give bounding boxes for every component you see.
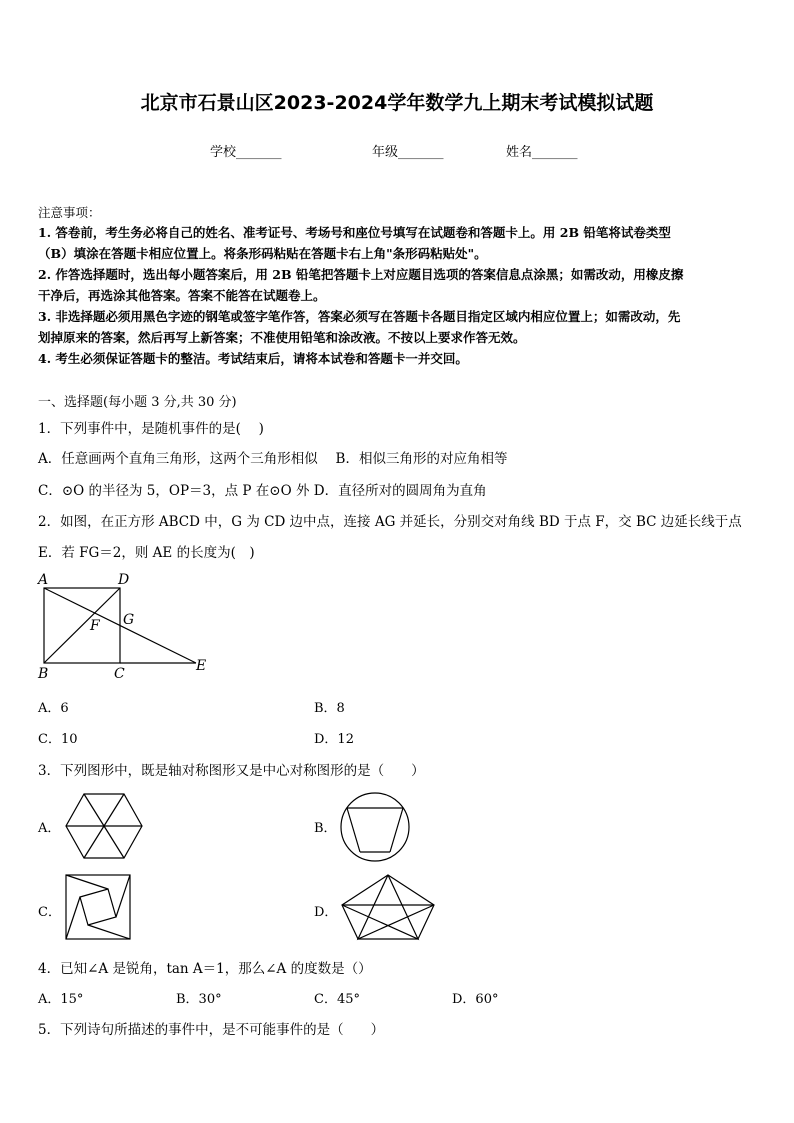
grade-field: 年级_______: [372, 145, 444, 160]
point-label-g: G: [123, 612, 135, 628]
notes-heading: 注意事项：: [38, 205, 101, 220]
note-line: 3. 非选择题必须用黑色字迹的钢笔或签字笔作答，答案必须写在答题卡各题目指定区域内相应位置上；如需改动，先: [38, 309, 681, 324]
name-field: 姓名_______: [506, 145, 578, 160]
question-4-option-d: D．60°: [452, 992, 499, 1007]
note-line: 划掉原来的答案，然后再写上新答案；不准使用铅笔和涂改液。不按以上要求作答无效。: [38, 330, 526, 345]
point-label-d: D: [118, 572, 130, 588]
question-4-option-c: C．45°: [314, 992, 360, 1007]
page-title: 北京市石景山区2023-2024学年数学九上期末考试模拟试题: [140, 92, 654, 114]
question-3-option-d: D．: [314, 905, 338, 920]
question-3-stem: 3．下列图形中，既是轴对称图形又是中心对称图形的是（ ）: [38, 763, 425, 779]
question-4-option-a: A．15°: [38, 992, 84, 1007]
note-line: 1. 答卷前，考生务必将自己的姓名、准考证号、考场号和座位号填写在试题卷和答题卡上。用 2B 铅笔将试卷类型: [38, 225, 671, 240]
question-2-option-c: C．10: [38, 732, 78, 747]
note-line: （B）填涂在答题卡相应位置上。将条形码粘贴在答题卡右上角"条形码粘贴处"。: [38, 246, 487, 261]
question-3-option-c: C．: [38, 905, 61, 920]
pinwheel-square-icon: [64, 873, 132, 941]
question-2-option-a: A．6: [38, 701, 69, 716]
pentagram-icon: [338, 872, 438, 942]
question-3-option-b: B．: [314, 821, 337, 836]
question-2-stem-line2: E．若 FG＝2，则 AE 的长度为( ): [38, 545, 255, 561]
point-label-c: C: [114, 666, 125, 682]
question-3-option-a: A．: [38, 821, 61, 836]
question-5-stem: 5．下列诗句所描述的事件中，是不可能事件的是（ ）: [38, 1022, 385, 1038]
question-2-option-d: D．12: [314, 732, 354, 747]
question-4-stem: 4．已知∠A 是锐角，tan A＝1，那么∠A 的度数是（）: [38, 961, 372, 977]
question-1-options-cd: C．⊙O 的半径为 5，OP＝3，点 P 在⊙O 外 D．直径所对的圆周角为直角: [38, 483, 487, 499]
question-4-option-b: B．30°: [176, 992, 222, 1007]
circle-trapezoid-icon: [338, 790, 412, 864]
note-line: 2. 作答选择题时，选出每小题答案后，用 2B 铅笔把答题卡上对应题目选项的答案信息点涂黑；如需改动，用橡皮擦: [38, 267, 684, 282]
school-field: 学校_______: [210, 145, 282, 160]
point-label-e: E: [196, 658, 207, 674]
point-label-f: F: [90, 618, 100, 634]
point-label-b: B: [38, 666, 49, 682]
hexagon-icon: [64, 792, 144, 860]
note-line: 干净后，再选涂其他答案。答案不能答在试题卷上。: [38, 288, 326, 303]
question-2-stem-line1: 2．如图，在正方形 ABCD 中，G 为 CD 边中点，连接 AG 并延长，分别交对角线 BD 于点 F，交 BC 边延长线于点: [38, 514, 742, 530]
note-line: 4. 考生必须保证答题卡的整洁。考试结束后，请将本试卷和答题卡一并交回。: [38, 351, 468, 366]
question-2-option-b: B．8: [314, 701, 345, 716]
question-1-stem: 1．下列事件中，是随机事件的是( ): [38, 421, 264, 437]
question-1-options-ab: A．任意画两个直角三角形，这两个三角形相似 B．相似三角形的对应角相等: [38, 451, 508, 467]
square-abcd-figure: [30, 568, 220, 683]
section-heading: 一、选择题(每小题 3 分,共 30 分): [38, 395, 237, 410]
point-label-a: A: [38, 572, 49, 588]
